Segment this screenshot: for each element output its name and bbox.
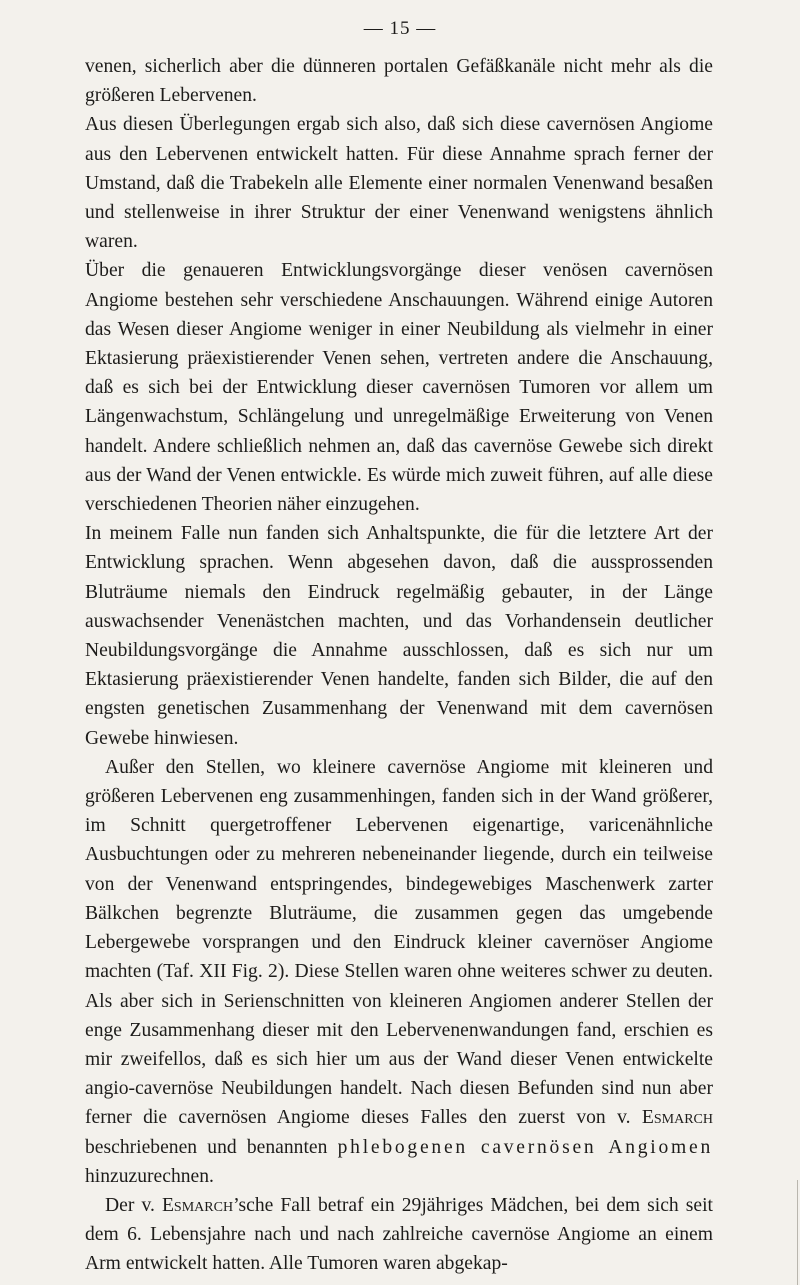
paragraph-1: venen, sicherlich aber die dünneren portalen Gefäßkanäle nicht mehr als die größeren Lebervenen.	[85, 56, 713, 107]
paragraph-5	[85, 753, 713, 1191]
paragraph-3: Über die genaueren Entwicklungsvorgänge dieser venösen cavernösen Angiome bestehen sehr verschiedene Anschauungen. Während einige Autoren das Wesen dieser Angiome weniger in einer Neubildung als vielmehr in einer Ektasierung präexistierender Venen sehen, vertreten andere die Anschauung, daß es sich bei der Entwicklung dieser cavernösen Tumoren vor allem um Längenwachstum, Schlängelung und unregelmäßige Erweiterung von Venen handelt. Andere schließlich nehmen an, daß das cavernöse Gewebe sich direkt aus der Wand der Venen entwickle. Es würde mich zuweit führen, auf alle diese verschiedenen Theorien näher einzugehen.	[85, 260, 713, 516]
paragraph-5-text: Außer den Stellen, wo kleinere cavernöse Angiome mit kleineren und größeren Lebervenen eng zusammenhingen, fanden sich in der Wand größerer, im Schnitt quergetroffener Lebervenen eigenartige, varicenähnliche Ausbuchtungen oder zu mehreren nebeneinander liegende, durch ein teilweise von der Venenwand entspringendes, bindegewebiges Maschenwerk zarter Bälkchen begrenzte Bluträume, die zusammen gegen das umgebende Lebergewebe vorsprangen und den Eindruck kleiner cavernöser Angiome machten (Taf. XII Fig. 2). Diese Stellen waren ohne weiteres schwer zu deuten. Als aber sich in Serienschnitten von kleineren Angiomen anderer Stellen der enge Zusammenhang dieser mit den Lebervenenwandungen fand, erschien es mir zweifellos, daß es sich hier um aus der Wand dieser Venen entwickelte angio-cavernöse Neubildungen handelt. Nach diesen Befunden sind nun aber ferner die cavernösen Angiome dieses Falles den zuerst von v.	[85, 756, 713, 1129]
paragraph-6-text: Der v.	[105, 1194, 162, 1216]
paragraph-2: Aus diesen Überlegungen ergab sich also, daß sich diese cavernösen Angiome aus den Lebervenen entwickelt hatten. Für diese Annahme sprach ferner der Umstand, daß die Trabekeln alle Elemente einer normalen Venenwand besaßen und stellenweise in ihrer Struktur der einer Venenwand wenigstens ähnlich waren.	[85, 114, 713, 253]
spaced-term: phlebogenen cavernösen Angiomen	[337, 1136, 713, 1158]
author-name-esmarch-2: Esmarch	[161, 1194, 234, 1216]
paragraph-6-tail: ’sche Fall betraf ein 29jähriges Mädchen, bei dem sich seit dem 6. Lebensjahre nach und nach zahlreiche cavernöse Angiome an einem Arm entwickelt hatten. Alle Tumoren waren abgekap-	[85, 1194, 713, 1275]
page-number: — 15 —	[363, 18, 437, 39]
paragraph-5-tail: beschriebenen und benannten	[85, 1136, 338, 1158]
body-text	[85, 52, 713, 1279]
paragraph-5-end: hinzuzurechnen.	[85, 1165, 214, 1187]
author-name-esmarch: Esmarch	[641, 1107, 713, 1129]
paragraph-6	[85, 1191, 713, 1279]
page-edge-line	[797, 1180, 798, 1285]
paragraph-4: In meinem Falle nun fanden sich Anhaltspunkte, die für die letztere Art der Entwicklung sprachen. Wenn abgesehen davon, daß die aussprossenden Bluträume niemals den Eindruck regelmäßig gebauter, in der Länge auswachsender Venenästchen machten, und das Vorhandensein deutlicher Neubildungsvorgänge die Annahme ausschlossen, daß es sich nur um Ektasierung präexistierender Venen handelte, fanden sich Bilder, die auf den engsten genetischen Zusammenhang der Venenwand mit dem cavernösen Gewebe hinwiesen.	[85, 523, 713, 749]
